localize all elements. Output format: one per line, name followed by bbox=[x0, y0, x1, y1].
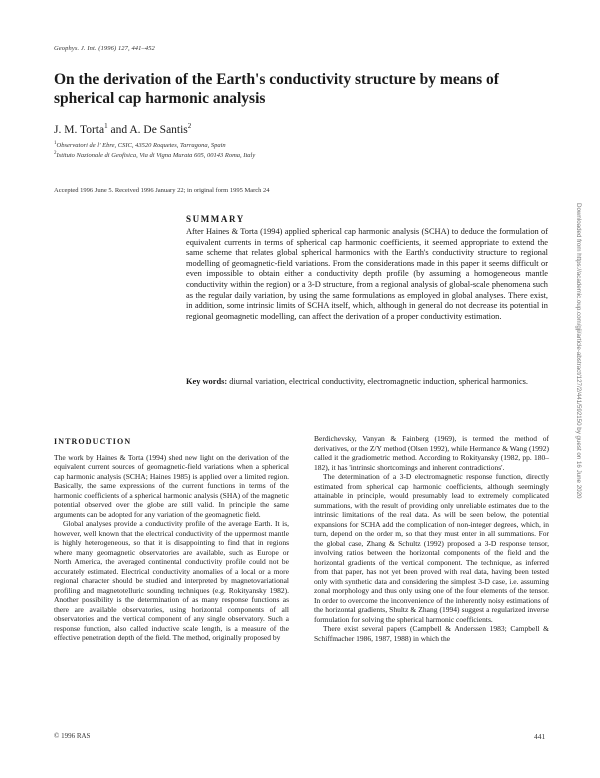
page-number: 441 bbox=[534, 732, 546, 741]
paragraph: Berdichevsky, Vanyan & Fainberg (1969), is termed the method of derivatives, or the Z/Y method (Olsen 1992), while Hermance & Wang (1992) called it the gradiometric method. According to Rokityansky (1982, pp. 180–182), it has 'intrinsic shortcomings and inherent contradictions'. bbox=[314, 434, 549, 472]
download-watermark-text: Downloaded from https://academic.oup.com/gji/article-abstract/127/2/441/592150 by guest on 16 June 2020 bbox=[575, 203, 582, 499]
summary-heading: SUMMARY bbox=[186, 214, 245, 224]
right-column bbox=[314, 434, 549, 643]
affiliation bbox=[54, 141, 226, 149]
paragraph: The work by Haines & Torta (1994) shed new light on the derivation of the equivalent current sources of geomagnetic-field variations when a spherical cap harmonic analysis (SCHA; Haines 1985) is applied over a limited region. Basically, the same expressions of the current functions in terms of the harmonic coefficients of a spherical harmonic analysis (SHA) of the magnetic potential observed over the globe are still valid. In principle the same arguments can be adopted for any variation of the geomagnetic field. bbox=[54, 452, 289, 519]
paragraph: Global analyses provide a conductivity profile of the average Earth. It is, however, well known that the electrical conductivity of the uppermost mantle is highly heterogeneous, so that it is disappointing to find that in regions where many geomagnetic observatories are available, such as Europe or North America, the averaged continental conductivity profile could not be accurately estimated. Electrical conductivity anomalies of a local or a more regional character should be studied and interpreted by magnetovariational profiling and magnetotelluric sounding techniques (e.g. Rokityansky 1982). Another possibility is the determination of as many response functions as there are available observatories, using horizontal components of all observatories and the vertical component of any single observatory. Such a response function, also called inductive scale length, is a measure of the effective penetration depth of the field. The method, originally proposed by bbox=[54, 519, 289, 642]
paragraph: There exist several papers (Campbell & Anderssen 1983; Campbell & Schiffmacher 1986, 1987, 1988) in which the bbox=[314, 624, 549, 643]
affiliation-mark: 2 bbox=[54, 151, 57, 156]
keywords-label: Key words: bbox=[186, 377, 228, 386]
author-name: A. De Santis bbox=[129, 123, 188, 136]
download-watermark bbox=[574, 203, 584, 778]
affiliation bbox=[54, 151, 255, 159]
author-affiliation-mark: 1 bbox=[104, 122, 108, 130]
affiliation-mark: 1 bbox=[54, 141, 57, 146]
section-heading: INTRODUCTION bbox=[54, 437, 132, 446]
affiliation-text: Observatori de l' Ebre, CSIC, 43520 Roquetes, Tarragona, Spain bbox=[56, 142, 226, 150]
article-title: On the derivation of the Earth's conductivity structure by means of spherical cap harmonic analysis bbox=[54, 71, 499, 107]
author-affiliation-mark: 2 bbox=[187, 122, 192, 130]
keywords bbox=[186, 377, 548, 388]
paragraph: The determination of a 3-D electromagnetic response function, directly estimated from spherical cap harmonic coefficients, although seemingly attainable in principle, would presumably lead to extremely complicated summations, with the result of providing only unreliable estimates due to the intrinsic limitations of the real data. As will be seen below, the potential expansions for SCHA add the complication of non-integer degrees, which, in turn, depend on the order m, so that they must enter in all summations. For the global case, Zhang & Schultz (1992) proposed a 3-D response tensor, involving ratios between the horizontal components of the field and the horizontal gradients of the vertical component. The technique, as inferred from that paper, has not yet been proved with real data, having been tested only with synthetic data and considering the simplest 3-D case, i.e. assuming zonal morphology and thus only using one of the four elements of the tensor. In order to overcome the inconvenience of the inherently noisy estimations of the horizontal gradients, Shultz & Zhang (1994) suggest a regularized inverse formulation for solving the spherical harmonic coefficients. bbox=[314, 472, 549, 624]
left-column bbox=[54, 437, 289, 643]
author-name: J. M. Torta bbox=[54, 123, 105, 136]
author-conjunction: and bbox=[107, 123, 130, 136]
summary-text: After Haines & Torta (1994) applied spherical cap harmonic analysis (SCHA) to deduce the formulation of equivalent currents in terms of spherical cap harmonic coefficients, it seemed appropriate to extend the same scheme that relates global spherical harmonics with the Earth's conductivity structure to regional modelling of geomagnetic-field variations. From the considerations made in this paper it seems difficult or even impossible to obtain either a conductivity depth profile (by assuming a homogeneous mantle conductivity within the region) or a 3-D structure, from a regional analysis of global-scale phenomena such as the regular daily variation, by using the same formulations as employed in global analyses. There exist, in addition, some intrinsic limits of SCHA itself, which, although in general do not decrease its potential in regional geomagnetic modelling, can affect the derivation of a proper conductivity estimation. bbox=[186, 227, 548, 321]
journal-reference: Geophys. J. Int. (1996) 127, 441–452 bbox=[54, 45, 155, 52]
acceptance-dates: Accepted 1996 June 5. Received 1996 January 22; in original form 1995 March 24 bbox=[54, 187, 270, 194]
affiliation-text: Istituto Nazionale di Geofisica, Via di Vigna Murata 605, 00143 Roma, Italy bbox=[56, 152, 256, 160]
copyright-notice: © 1996 RAS bbox=[54, 732, 91, 740]
author-line bbox=[54, 122, 191, 136]
keywords-text: diurnal variation, electrical conductivity, electromagnetic induction, spherical harmonics. bbox=[227, 377, 529, 386]
